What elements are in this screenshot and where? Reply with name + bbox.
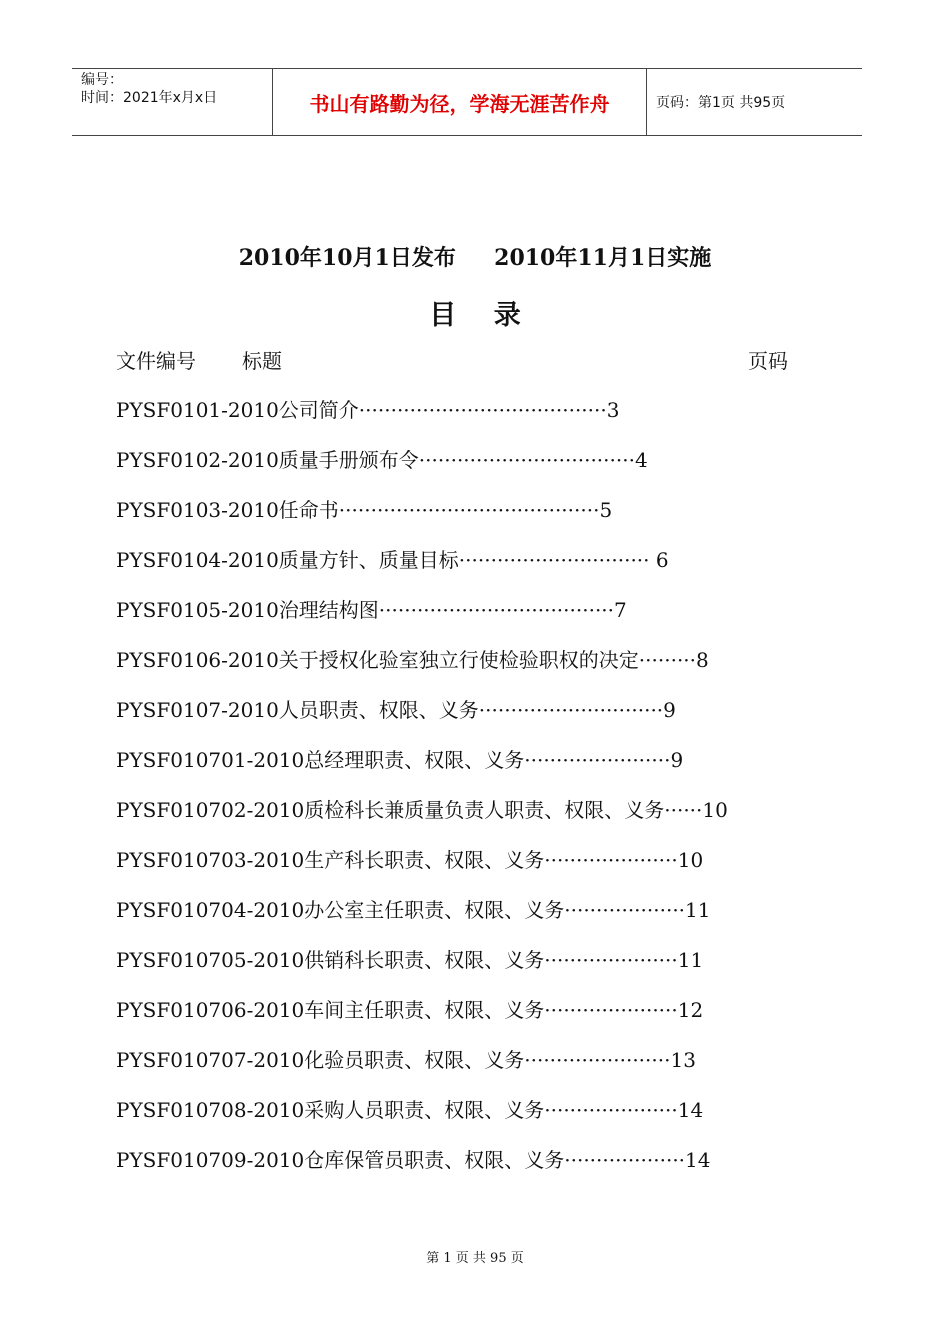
toc-entry-code: PYSF010708-2010 [116,1098,305,1122]
document-time-label: 时间：2021年x月x日 [81,90,218,106]
toc-entry-page: 7 [614,598,627,622]
toc-entry[interactable] [116,995,806,1045]
toc-entry-leader: ······························ [458,548,656,572]
toc-entry-leader: ········································· [338,498,600,522]
toc-title: 目 录 [429,300,521,331]
toc-entry-code: PYSF0105-2010 [116,598,279,622]
toc-entry[interactable] [116,795,806,845]
toc-entry-page: 8 [696,648,709,672]
toc-entry-leader: ··················· [564,898,686,922]
release-dates: 2010年10月1日发布 2010年11月1日实施 [238,245,712,271]
toc-entry-leader: ····································· [378,598,615,622]
toc-entry-title: 总经理职责、权限、义务 [304,748,525,772]
toc-entry-code: PYSF0103-2010 [116,498,279,522]
toc-entry-title: 生产科长职责、权限、义务 [304,848,545,872]
toc-entry-code: PYSF0102-2010 [116,448,279,472]
toc-entry-leader: ······································· [358,398,607,422]
toc-entry-page: 14 [685,1148,711,1172]
toc-entry-title: 质量手册颁布令 [278,448,419,472]
toc-entry[interactable] [116,695,806,745]
toc-entry-leader: ······················· [524,1048,671,1072]
toc-entry-page: 9 [670,748,684,772]
toc-entry-page: 12 [677,998,704,1022]
toc-entry[interactable] [116,445,806,495]
toc-entry-page: 6 [655,548,669,572]
toc-entry-code: PYSF010704-2010 [116,898,305,922]
toc-entry-leader: ····················· [544,1098,678,1122]
toc-entry-title: 质检科长兼质量负责人职责、权限、义务 [304,798,665,822]
toc-entry-title: 质量方针、质量目标 [278,548,459,572]
toc-entry[interactable] [116,645,806,695]
toc-column-headers [116,346,788,376]
toc-entry-title: 公司简介 [278,398,359,422]
toc-entry-page: 4 [634,448,648,472]
toc-entry-page: 9 [663,698,676,722]
toc-entry-code: PYSF0101-2010 [116,398,279,422]
toc-entry[interactable] [116,895,806,945]
toc-entry-leader: ·································· [418,448,635,472]
toc-entry-title: 化验员职责、权限、义务 [304,1048,525,1072]
toc-entry-title: 办公室主任职责、权限、义务 [304,898,565,922]
header-motto: 书山有路勤为径，学海无涯苦作舟 [273,69,647,135]
toc-entry-leader: ······················· [524,748,671,772]
toc-entry-code: PYSF010702-2010 [116,798,305,822]
toc-entry-code: PYSF0104-2010 [116,548,279,572]
toc-entry-code: PYSF010703-2010 [116,848,305,872]
document-number-label: 编号： [81,72,123,88]
toc-entry-leader: ····························· [478,698,664,722]
toc-entry-title: 车间主任职责、权限、义务 [304,998,545,1022]
toc-entry-page: 13 [670,1048,696,1072]
toc-entry-leader: ····················· [544,948,678,972]
toc-entry-title: 治理结构图 [278,598,379,622]
page-header [72,68,862,136]
toc-entry-leader: ········· [638,648,697,672]
toc-entry[interactable] [116,495,806,545]
toc-entry-page: 10 [702,798,728,822]
toc-entry[interactable] [116,845,806,895]
toc-entry-leader: ····················· [544,998,678,1022]
toc-list [116,395,806,1195]
column-page: 页码 [748,349,788,373]
toc-entry-code: PYSF010701-2010 [116,748,305,772]
toc-entry-page: 5 [599,498,613,522]
toc-entry-leader: ··················· [564,1148,686,1172]
toc-entry-title: 人员职责、权限、义务 [278,698,479,722]
header-meta [72,69,273,135]
toc-entry-page: 11 [677,948,704,972]
toc-entry[interactable] [116,1045,806,1095]
toc-entry-title: 关于授权化验室独立行使检验职权的决定 [278,648,639,672]
column-title: 标题 [242,349,282,373]
toc-entry-title: 采购人员职责、权限、义务 [304,1098,545,1122]
toc-entry-leader: ······ [664,798,703,822]
toc-entry[interactable] [116,1095,806,1145]
toc-entry-page: 10 [677,848,704,872]
toc-entry-leader: ····················· [544,848,678,872]
toc-entry-code: PYSF0107-2010 [116,698,279,722]
toc-entry-title: 供销科长职责、权限、义务 [304,948,545,972]
toc-entry[interactable] [116,545,806,595]
toc-entry-code: PYSF0106-2010 [116,648,279,672]
toc-entry[interactable] [116,945,806,995]
toc-entry-code: PYSF010705-2010 [116,948,305,972]
toc-entry-page: 3 [606,398,620,422]
toc-entry-page: 11 [685,898,711,922]
toc-entry-code: PYSF010706-2010 [116,998,305,1022]
toc-entry[interactable] [116,1145,806,1195]
toc-entry-code: PYSF010709-2010 [116,1148,305,1172]
toc-entry-title: 任命书 [278,498,339,522]
toc-entry[interactable] [116,745,806,795]
toc-entry[interactable] [116,395,806,445]
header-page-info: 页码：第1页 共95页 [656,95,786,111]
toc-entry[interactable] [116,595,806,645]
toc-entry-code: PYSF010707-2010 [116,1048,305,1072]
column-file-number: 文件编号 [116,349,196,373]
toc-entry-page: 14 [677,1098,704,1122]
page-footer: 第 1 页 共 95 页 [426,1251,524,1266]
toc-entry-title: 仓库保管员职责、权限、义务 [304,1148,565,1172]
